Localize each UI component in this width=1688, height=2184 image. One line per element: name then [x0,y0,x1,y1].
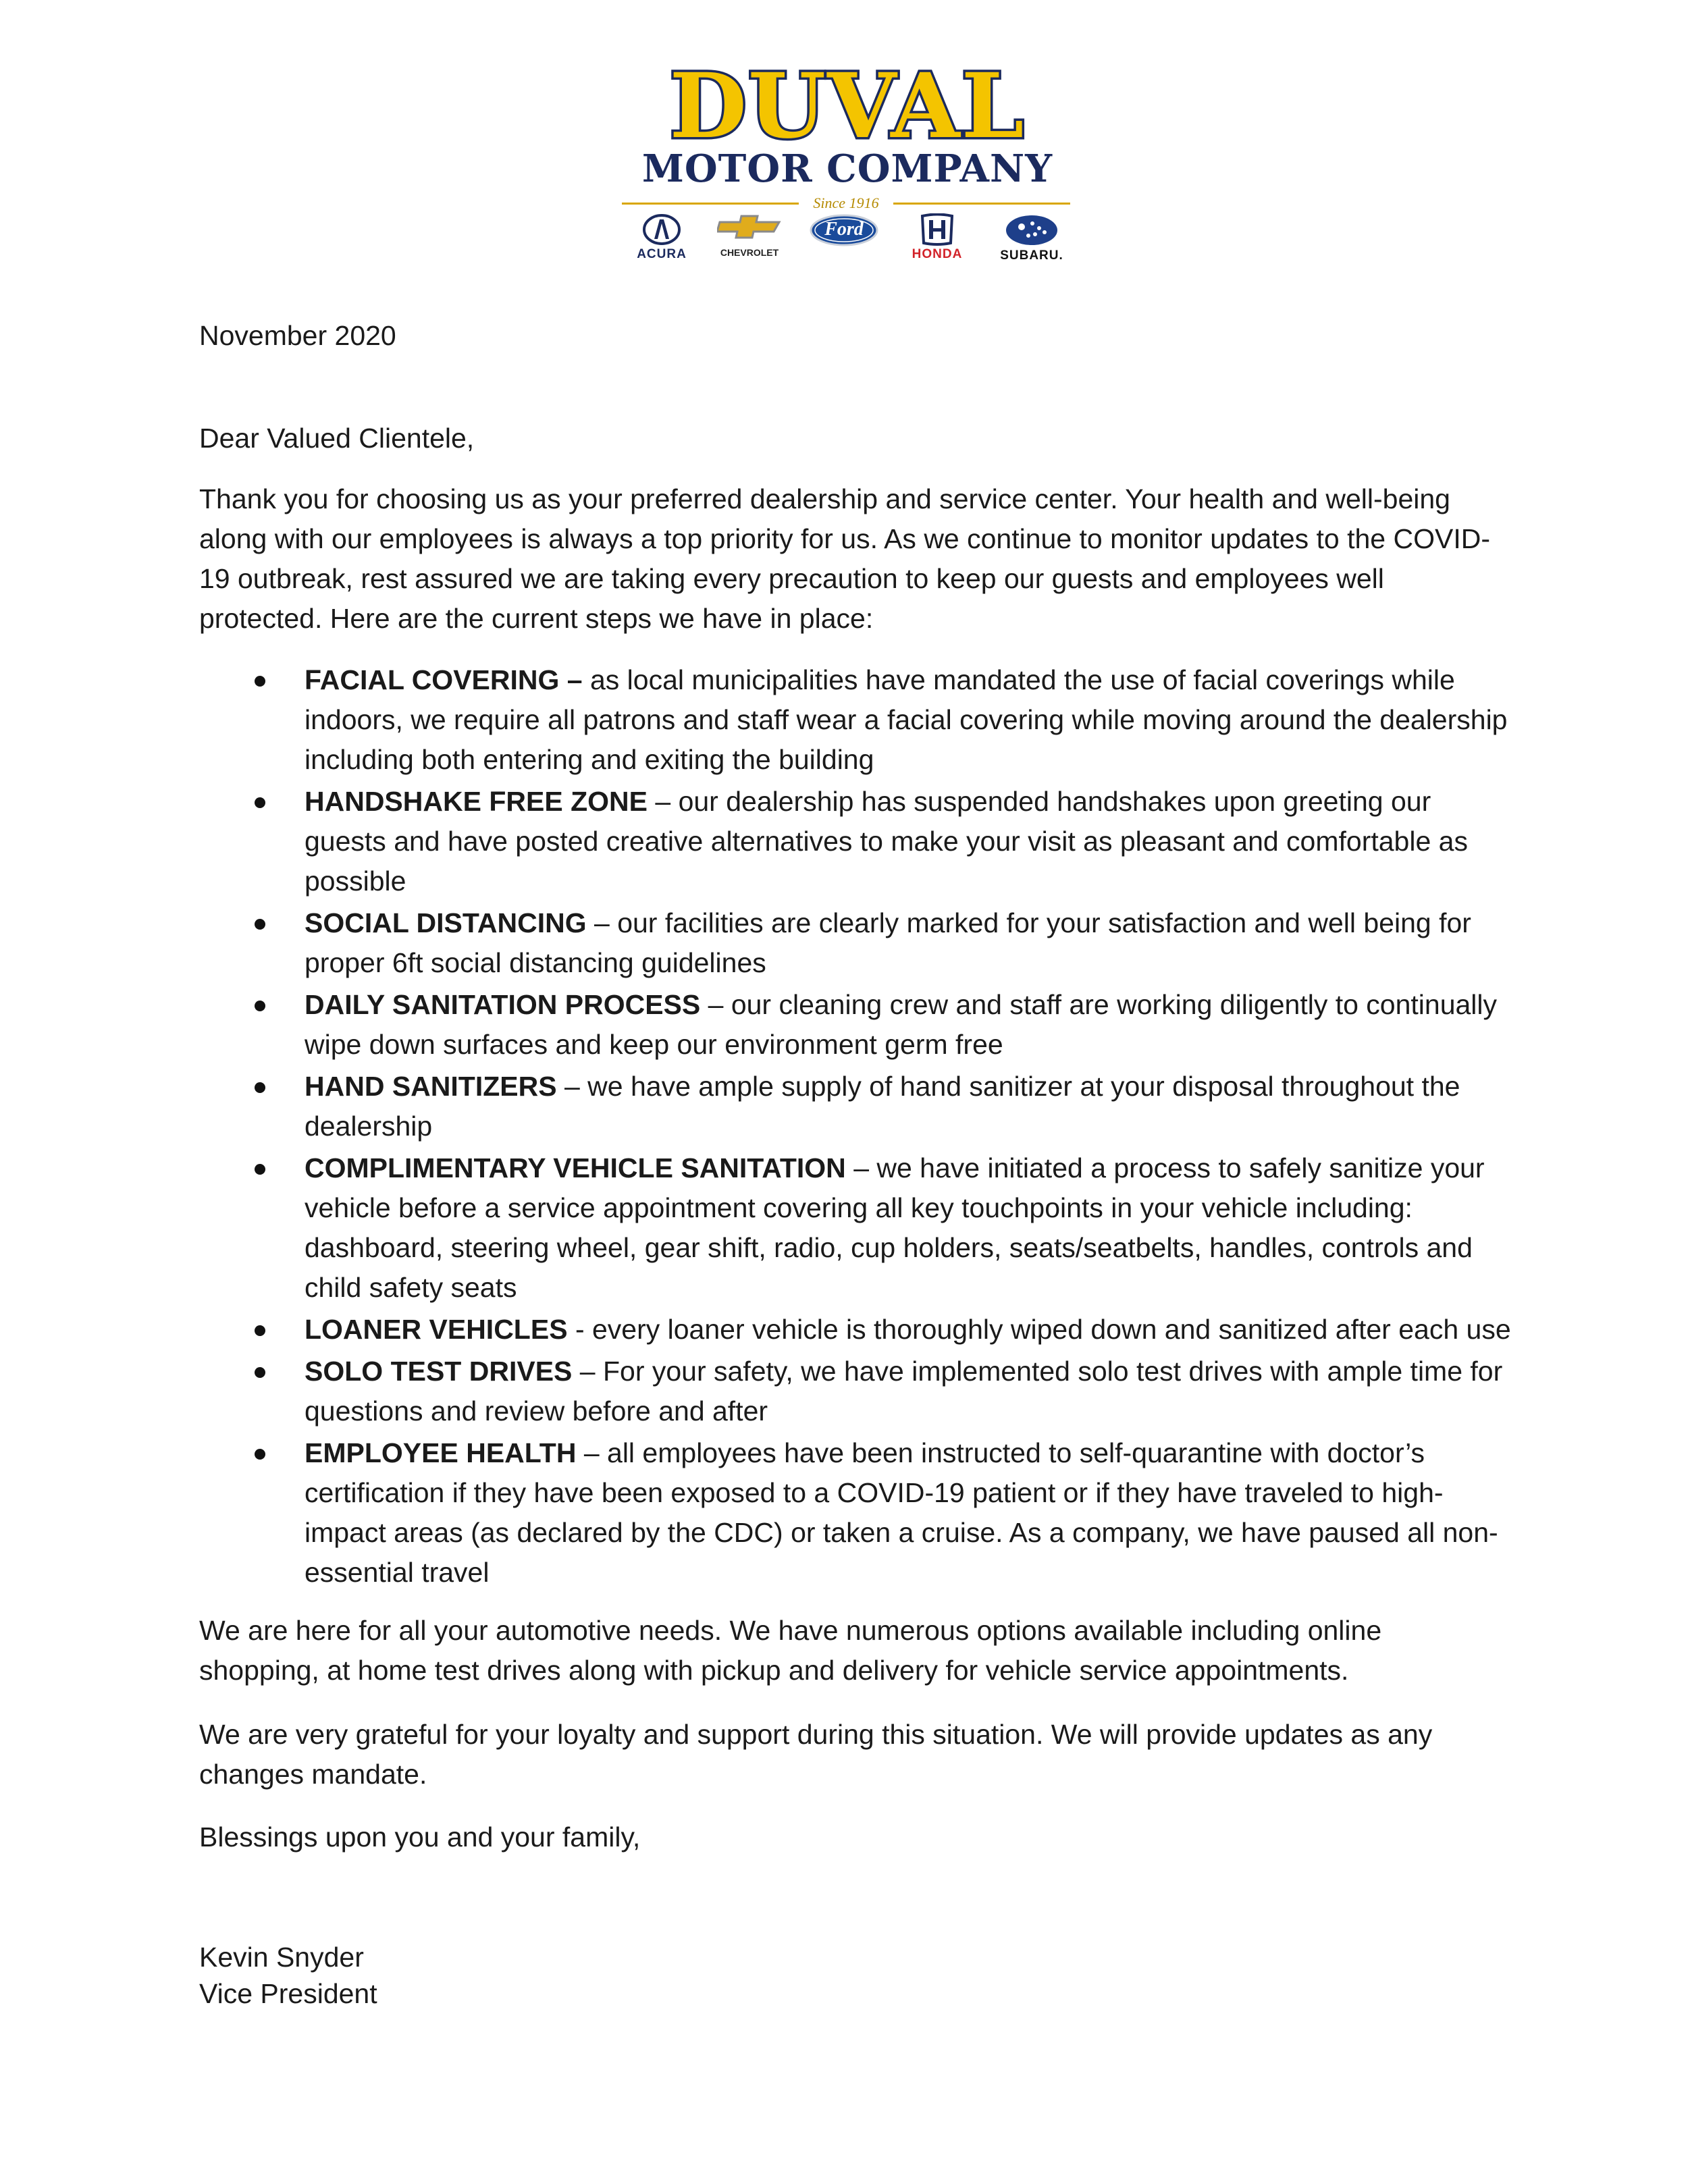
list-item [199,1067,1516,1146]
list-item-title: FACIAL COVERING – [305,664,583,695]
brand-ford [800,213,888,267]
list-item-title: SOLO TEST DRIVES [305,1356,573,1387]
bullet-dot [255,1449,265,1460]
list-item [199,1352,1516,1431]
signer-name: Kevin Snyder [199,1942,364,1973]
list-item-title: COMPLIMENTARY VEHICLE SANITATION [305,1152,846,1183]
brand-chevrolet [706,213,793,267]
list-item-text: - every loaner vehicle is thoroughly wiped down and sanitized after each use [567,1314,1511,1345]
list-item [199,1148,1516,1308]
logo-rule-left [622,203,799,205]
brand-name: ACURA [637,247,687,261]
list-item-text: as local municipalities have mandated the use of facial coverings while indoors, we require all patrons and staff wear a facial covering while moving around the dealership including both entering and exiting the building [305,664,1508,775]
acura-icon [641,213,682,246]
duval-logo-wordmark: DUVAL [669,54,1026,159]
logo-rule-right [893,203,1070,205]
list-item [199,1433,1516,1593]
brand-name: CHEVROLET [720,247,779,258]
brand-logos-row [618,213,1077,267]
letterhead [618,54,1077,269]
bullet-dot [255,797,265,808]
motor-company-wordmark: MOTOR COMPANY [641,147,1053,191]
list-item-title: EMPLOYEE HEALTH [305,1437,577,1468]
since-tagline: Since 1916 [813,194,879,211]
honda-h-icon [918,213,956,246]
list-item [199,782,1516,901]
bullet-dot [255,676,265,687]
salutation: Dear Valued Clientele, [199,423,475,454]
list-item [199,903,1516,983]
chevrolet-bowtie-icon [717,213,782,240]
bullet-dot [255,1164,265,1175]
list-item-title: SOCIAL DISTANCING [305,907,587,938]
list-item-text: – all employees have been instructed to self-quarantine with doctor’s certification if they have been exposed to a COVID-19 patient or if they have traveled to high-impact areas (as declared by the CDC) or taken a cruise. As a company, we have paused all non-essential travel [305,1437,1498,1588]
bullet-dot [255,1082,265,1093]
bullet-dot [255,1325,265,1336]
brand-name: SUBARU. [1000,248,1063,263]
list-item-title: HANDSHAKE FREE ZONE [305,786,648,817]
brand-name: HONDA [912,247,963,261]
bullet-dot [255,1367,265,1378]
outro-paragraph-gratitude: We are very grateful for your loyalty and support during this situation. We will provide updates as any changes mandate. [199,1719,1433,1790]
list-item [199,1310,1516,1350]
list-item-title: LOANER VEHICLES [305,1314,568,1345]
list-item [199,660,1516,780]
list-item-text: – our cleaning crew and staff are working diligently to continually wipe down surfaces and keep our environment germ free [305,989,1498,1060]
outro-paragraph-services: We are here for all your automotive needs. We have numerous options available including online shopping, at home test drives along with pickup and delivery for vehicle service appointments. [199,1615,1382,1686]
closing-line: Blessings upon you and your family, [199,1821,641,1853]
subaru-stars-icon [1004,213,1059,247]
brand-subaru [988,213,1076,267]
signer-title: Vice President [199,1978,377,2009]
bullet-dot [255,1001,265,1011]
list-item-text: – we have ample supply of hand sanitizer at your disposal throughout the dealership [305,1071,1460,1142]
intro-paragraph: Thank you for choosing us as your preferred dealership and service center. Your health and well-being along with our employees is always a top priority for us. As we continue to monitor updates to the COVID-19 outbreak, rest assured we are taking every precaution to keep our guests and employees well protected. Here are the current steps we have in place: [199,483,1490,634]
letter-date: November 2020 [199,320,396,351]
precautions-list [199,660,1516,1595]
list-item-title: HAND SANITIZERS [305,1071,557,1102]
list-item-text: – our dealership has suspended handshakes upon greeting our guests and have posted creative alternatives to make your visit as pleasant and comfortable as possible [305,786,1468,897]
list-item [199,985,1516,1065]
list-item-text: – our facilities are clearly marked for your satisfaction and well being for proper 6ft social distancing guidelines [305,907,1471,978]
list-item-title: DAILY SANITATION PROCESS [305,989,701,1020]
brand-acura [618,213,706,267]
list-item-text: – For your safety, we have implemented solo test drives with ample time for questions and review before and after [305,1356,1503,1427]
brand-name: Ford [824,219,864,240]
brand-honda [893,213,981,267]
list-item-text: – we have initiated a process to safely sanitize your vehicle before a service appointment covering all key touchpoints in your vehicle including: dashboard, steering wheel, gear shift, radio, cup holders, seats/seatbelts, handles, controls and child safety seats [305,1152,1485,1303]
bullet-dot [255,919,265,930]
